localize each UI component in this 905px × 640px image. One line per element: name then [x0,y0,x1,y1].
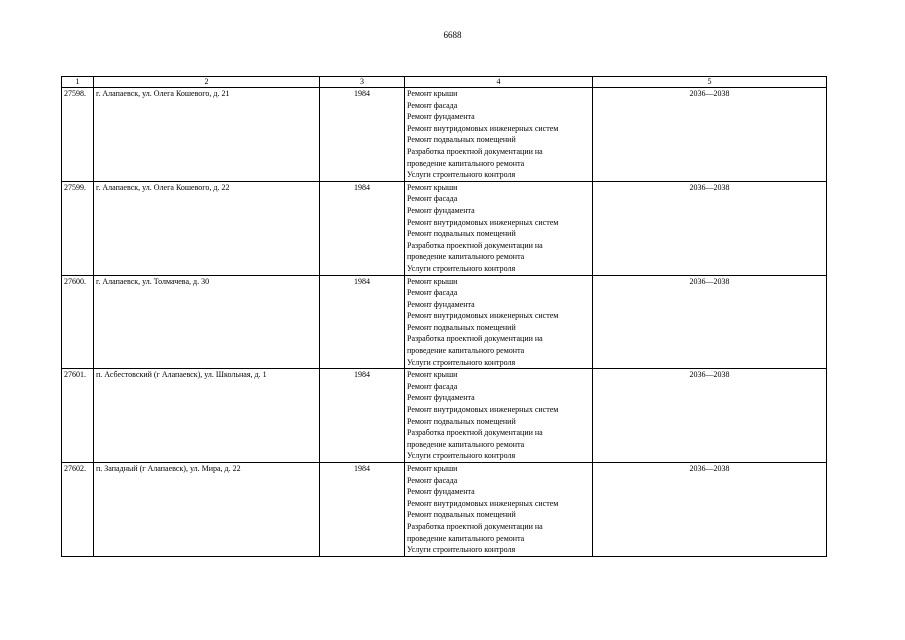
repair-work-item: Ремонт фундамента [407,112,475,122]
table-row [62,275,827,369]
repair-work-item: проведение капитального ремонта [407,533,525,543]
table-row [62,463,827,557]
repair-work-item: Ремонт подвальных помещений [407,510,516,520]
column-number-4: 4 [405,77,593,88]
repair-work-item: Ремонт внутридомовых инженерных систем [407,498,559,508]
repair-work-item: Ремонт внутридомовых инженерных систем [407,217,559,227]
repair-work-item: Услуги строительного контроля [407,545,516,555]
repair-period: 2036—2038 [593,181,827,275]
repair-work-item: Ремонт фасада [407,100,458,110]
repair-work-item: Разработка проектной документации на [407,521,543,531]
house-address: г. Алапаевск, ул. Олега Кошевого, д. 22 [94,181,320,275]
repair-period: 2036—2038 [593,88,827,182]
repair-work-item: Услуги строительного контроля [407,357,516,367]
page-number: 6688 [443,30,462,40]
repair-work-item: проведение капитального ремонта [407,158,525,168]
repair-period: 2036—2038 [593,463,827,557]
repair-work-item: Ремонт крыши [407,370,458,380]
capital-repair-table [61,76,827,557]
repair-work-item: Ремонт фундамента [407,487,475,497]
repair-period: 2036—2038 [593,369,827,463]
repair-work-item: проведение капитального ремонта [407,439,525,449]
repair-works [405,369,593,463]
repair-work-item: Услуги строительного контроля [407,263,516,273]
column-number-5: 5 [593,77,827,88]
repair-work-item: Ремонт фасада [407,475,458,485]
repair-work-item: Ремонт внутридомовых инженерных систем [407,405,559,415]
repair-work-item: Ремонт фасада [407,381,458,391]
row-number: 27602. [62,463,94,557]
house-address: г. Алапаевск, ул. Олега Кошевого, д. 21 [94,88,320,182]
repair-work-item: Ремонт внутридомовых инженерных систем [407,311,559,321]
repair-works [405,275,593,369]
table-body [62,88,827,557]
repair-work-item: Ремонт подвальных помещений [407,322,516,332]
table-row [62,88,827,182]
repair-work-item: Ремонт фасада [407,194,458,204]
table-row [62,369,827,463]
build-year: 1984 [320,88,405,182]
column-number-row [62,77,827,88]
house-address: п. Асбестовский (г Алапаевск), ул. Школьная, д. 1 [94,369,320,463]
repair-work-item: Ремонт крыши [407,89,458,98]
row-number: 27600. [62,275,94,369]
repair-work-item: Разработка проектной документации на [407,334,543,344]
repair-work-item: Разработка проектной документации на [407,428,543,438]
repair-work-item: Ремонт подвальных помещений [407,229,516,239]
repair-work-item: Ремонт подвальных помещений [407,416,516,426]
repair-work-item: Разработка проектной документации на [407,240,543,250]
repair-work-item: Ремонт крыши [407,182,458,192]
repair-work-item: Разработка проектной документации на [407,146,543,156]
repair-work-item: Ремонт крыши [407,464,458,473]
repair-works [405,463,593,557]
build-year: 1984 [320,463,405,557]
repair-work-item: Ремонт подвальных помещений [407,135,516,145]
repair-work-item: проведение капитального ремонта [407,252,525,262]
build-year: 1984 [320,181,405,275]
repair-work-item: Ремонт внутридомовых инженерных систем [407,123,559,133]
build-year: 1984 [320,275,405,369]
repair-work-item: Услуги строительного контроля [407,451,516,461]
column-number-1: 1 [62,77,94,88]
row-number: 27599. [62,181,94,275]
house-address: г. Алапаевск, ул. Толмачева, д. 30 [94,275,320,369]
row-number: 27598. [62,88,94,182]
repair-work-item: Ремонт фундамента [407,393,475,403]
repair-works [405,181,593,275]
repair-work-item: проведение капитального ремонта [407,346,525,356]
repair-period: 2036—2038 [593,275,827,369]
column-number-2: 2 [94,77,320,88]
repair-work-item: Ремонт фасада [407,288,458,298]
repair-work-item: Ремонт фундамента [407,205,475,215]
repair-works [405,88,593,182]
column-number-3: 3 [320,77,405,88]
row-number: 27601. [62,369,94,463]
build-year: 1984 [320,369,405,463]
repair-work-item: Ремонт фундамента [407,299,475,309]
repair-work-item: Ремонт крыши [407,276,458,286]
repair-work-item: Услуги строительного контроля [407,170,516,180]
table-row [62,181,827,275]
house-address: п. Западный (г Алапаевск), ул. Мира, д. 22 [94,463,320,557]
